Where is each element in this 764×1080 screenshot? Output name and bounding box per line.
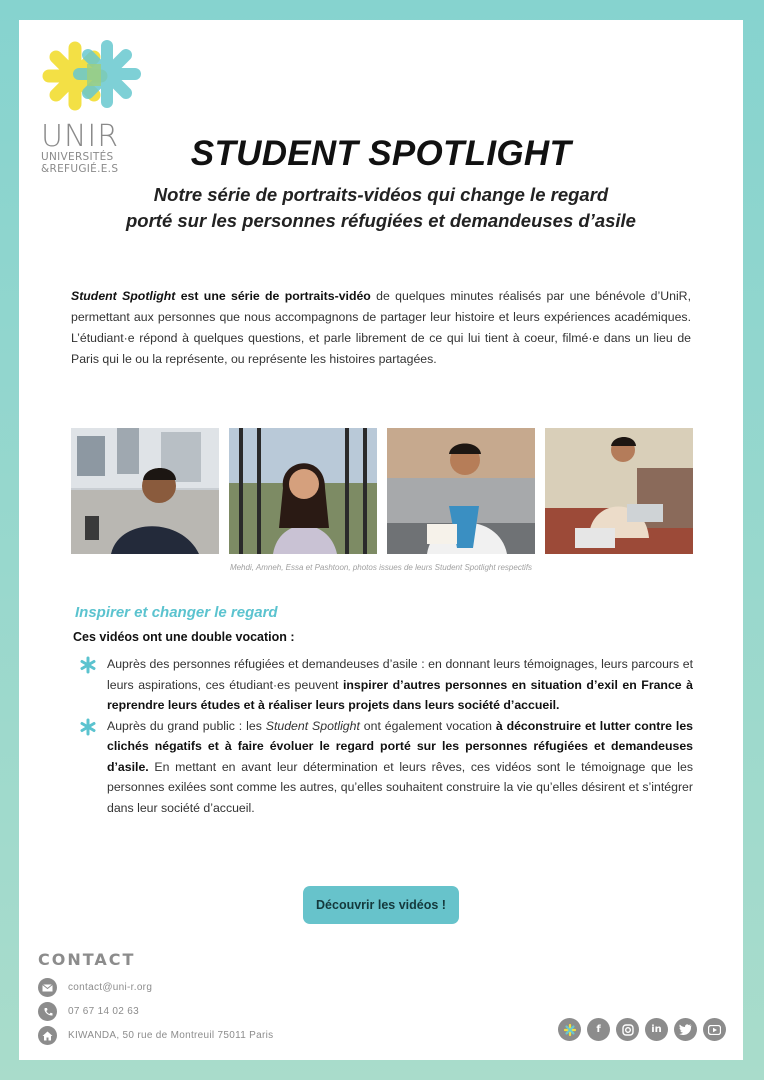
phone-icon: [38, 1002, 57, 1021]
subtitle-line-1: Notre série de portraits-vidéos qui change le regard: [153, 184, 609, 205]
photo-strip: [71, 428, 692, 554]
bullet-2-italic: Student Spotlight: [265, 718, 360, 733]
asterisk-bullet-icon: [79, 718, 97, 736]
linkedin-icon[interactable]: in: [645, 1018, 668, 1041]
photo-amneh: [229, 428, 377, 554]
instagram-icon[interactable]: [616, 1018, 639, 1041]
photo-essa: [387, 428, 535, 554]
intro-paragraph: [71, 286, 691, 370]
photo-mehdi: [71, 428, 219, 554]
section-lead: Ces vidéos ont une double vocation :: [73, 630, 295, 644]
logo-line-1: UNIVERSITÉS: [41, 151, 114, 163]
bullet-item-1: [73, 654, 693, 716]
contact-title: CONTACT: [38, 950, 136, 969]
subtitle-line-2: porté sur les personnes réfugiées et demandeuses d’asile: [126, 210, 636, 231]
photo-caption: Mehdi, Amneh, Essa et Pashtoon, photos issues de leurs Student Spotlight respectifs: [229, 563, 533, 572]
asterisk-bullet-icon: [79, 656, 97, 674]
page-subtitle: [19, 182, 743, 234]
document-page: [19, 20, 743, 1060]
bullet-2-text-3: En mettant en avant leur détermination et leurs rêves, ces vidéos sont le témoignage que les personnes exilées sont comme les autres, qu’elles souhaitent construire la vie qu’elles désirent et s’intégrer dans leur société d’accueil.: [107, 759, 693, 815]
discover-videos-button[interactable]: Découvrir les vidéos !: [303, 886, 459, 924]
bullet-1-bold: inspirer d’autres personnes en situation d’exil en France à reprendre leurs études et à réaliser leurs projets dans leurs société d’accueil.: [107, 677, 694, 712]
bullet-2-text-2: ont également vocation: [359, 718, 496, 733]
contact-email[interactable]: contact@uni-r.org: [68, 982, 153, 993]
logo-name: UNIR: [41, 119, 120, 154]
contact-phone[interactable]: 07 67 14 02 63: [68, 1006, 139, 1017]
section-title: Inspirer et changer le regard: [75, 604, 278, 621]
bullet-list: [73, 654, 693, 818]
page-title: STUDENT SPOTLIGHT: [190, 134, 572, 173]
contact-email-row[interactable]: [38, 978, 152, 997]
intro-bold: est une série de portraits-vidéo: [175, 289, 371, 303]
intro-bold-italic: Student Spotlight: [71, 289, 176, 303]
bullet-item-2: [73, 716, 693, 819]
facebook-icon[interactable]: f: [587, 1018, 610, 1041]
home-icon: [38, 1026, 57, 1045]
twitter-icon[interactable]: [674, 1018, 697, 1041]
logo-line-2: &REFUGIÉ.E.S: [41, 163, 119, 175]
bullet-2-text-1: Auprès du grand public : les: [107, 718, 266, 733]
youtube-icon[interactable]: [703, 1018, 726, 1041]
unir-icon[interactable]: [558, 1018, 581, 1041]
bullet-2-bold: à déconstruire et lutter contre les clichés négatifs et à faire évoluer le regard porté sur les personnes réfugiées et demandeuses d’asile.: [107, 718, 693, 774]
logo-star-icon: [41, 40, 145, 116]
contact-address: KIWANDA, 50 rue de Montreuil 75011 Paris: [68, 1030, 274, 1041]
bullet-1-text: Auprès des personnes réfugiées et demandeuses d’asile : en donnant leurs témoignages, leurs parcours et leurs aspirations, ces étudiant·es peuvent: [107, 657, 693, 692]
social-links: [558, 1018, 726, 1041]
intro-text: de quelques minutes réalisés par une bénévole d’UniR, permettant aux personnes que nous accompagnons de partager leur histoire et leurs expériences académiques. L’étudiant·e répond à quelques questions, et parle librement de ce qui lui tient à coeur, filmé·e dans un lieu de Paris qui le ou la représente, ou représente les histoires partagées.: [71, 289, 691, 366]
contact-phone-row[interactable]: [38, 1002, 139, 1021]
contact-address-row: [38, 1026, 273, 1045]
photo-pashtoon: [545, 428, 693, 554]
mail-icon: [38, 978, 57, 997]
